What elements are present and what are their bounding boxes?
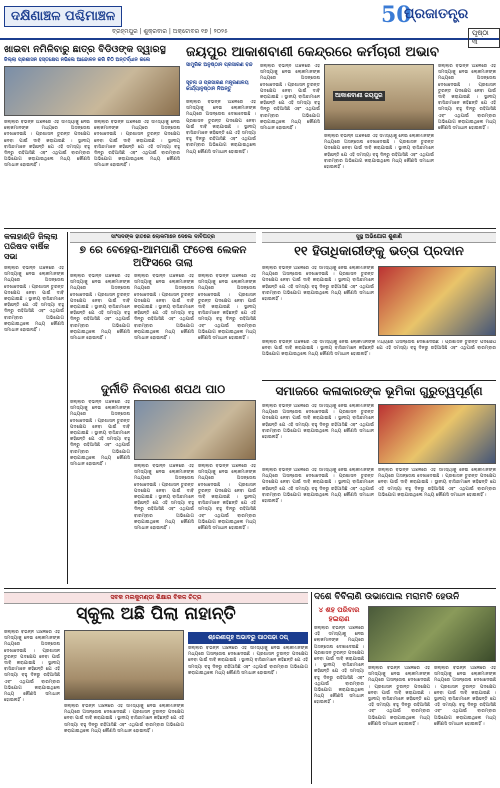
story2-body-col1: ଜିଲ୍ଲାର ବିଭିନ୍ନ ଅଞ୍ଚଳରେ ଏହି ସମସ୍ୟାକୁ ନେଇ ଲୋକମାନଙ୍କ ମଧ୍ୟରେ ଅସନ୍ତୋଷ ଦେଖାଦେଇଛି । ପ୍ରଶାସନ ତୁରନ୍ତ ପଦକ୍ଷେପ ନେବା ପାଇଁ ଦାବି କରାଯାଇଛି । ସ୍ଥାନୀୟ ବାସିନ୍ଦାମାନେ କହିଛନ୍ତି ଯେ ଏହି ସମସ୍ୟା ବହୁ ଦିନରୁ ରହିଆସିଛି ଏବଂ ଏଥିପାଇଁ ବାରମ୍ବାର ଅଭିଯୋଗ କରାଯାଇଥିଲେ ମଧ୍ୟ କୌଣସି ସମାଧାନ ହୋଇନାହିଁ । bbox=[186, 100, 256, 155]
story2-photo-caption: ଆକାଶବାଣୀ ଜୟପୁର bbox=[335, 92, 383, 99]
story2-photo bbox=[324, 64, 434, 130]
story2-body-col3: ଜିଲ୍ଲାର ବିଭିନ୍ନ ଅଞ୍ଚଳରେ ଏହି ସମସ୍ୟାକୁ ନେଇ ଲୋକମାନଙ୍କ ମଧ୍ୟରେ ଅସନ୍ତୋଷ ଦେଖାଦେଇଛି । ପ୍ରଶାସନ ତୁରନ୍ତ ପଦକ୍ଷେପ ନେବା ପାଇଁ ଦାବି କରାଯାଇଛି । ସ୍ଥାନୀୟ ବାସିନ୍ଦାମାନେ କହିଛନ୍ତି ଯେ ଏହି ସମସ୍ୟା ବହୁ ଦିନରୁ ରହିଆସିଛି ଏବଂ ଏଥିପାଇଁ ବାରମ୍ବାର ଅଭିଯୋଗ କରାଯାଇଥିଲେ ମଧ୍ୟ କୌଣସି ସମାଧାନ ହୋଇନାହିଁ । bbox=[324, 134, 434, 171]
story5-body-col2: ଜିଲ୍ଲାର ବିଭିନ୍ନ ଅଞ୍ଚଳରେ ଏହି ସମସ୍ୟାକୁ ନେଇ ଲୋକମାନଙ୍କ ମଧ୍ୟରେ ଅସନ୍ତୋଷ ଦେଖାଦେଇଛି । ପ୍ରଶାସନ ତୁରନ୍ତ ପଦକ୍ଷେପ ନେବା ପାଇଁ ଦାବି କରାଯାଇଛି । ସ୍ଥାନୀୟ ବାସିନ୍ଦାମାନେ କହିଛନ୍ତି ଯେ ଏହି ସମସ୍ୟା ବହୁ ଦିନରୁ ରହିଆସିଛି ଏବଂ ଏଥିପାଇଁ ବାରମ୍ବାର ଅଭିଯୋଗ କରାଯାଇଥିଲେ ମଧ୍ୟ କୌଣସି ସମାଧାନ ହୋଇନାହିଁ । bbox=[262, 340, 496, 358]
story8-headline: ସ୍କୁଲ ଅଛି ପିଲା ନାହାନ୍ତି bbox=[76, 604, 236, 624]
story1-headline: ଖାଇବା ନମିଳିବାରୁ ଛାତ୍ର ବିଡିଓଙ୍କ ଦ୍ୱାରସ୍ଥ bbox=[4, 44, 166, 55]
story6-body-col1: ଜିଲ୍ଲାର ବିଭିନ୍ନ ଅଞ୍ଚଳରେ ଏହି ସମସ୍ୟାକୁ ନେଇ ଲୋକମାନଙ୍କ ମଧ୍ୟରେ ଅସନ୍ତୋଷ ଦେଖାଦେଇଛି । ପ୍ରଶାସନ ତୁରନ୍ତ ପଦକ୍ଷେପ ନେବା ପାଇଁ ଦାବି କରାଯାଇଛି । ସ୍ଥାନୀୟ ବାସିନ୍ଦାମାନେ କହିଛନ୍ତି ଯେ ଏହି ସମସ୍ୟା ବହୁ ଦିନରୁ ରହିଆସିଛି ଏବଂ ଏଥିପାଇଁ ବାରମ୍ବାର ଅଭିଯୋଗ କରାଯାଇଥିଲେ ମଧ୍ୟ କୌଣସି ସମାଧାନ ହୋଇନାହିଁ । bbox=[70, 400, 130, 468]
divider bbox=[4, 588, 496, 589]
story6-photo bbox=[134, 400, 256, 460]
story1-body-col1: ଜିଲ୍ଲାର ବିଭିନ୍ନ ଅଞ୍ଚଳରେ ଏହି ସମସ୍ୟାକୁ ନେଇ ଲୋକମାନଙ୍କ ମଧ୍ୟରେ ଅସନ୍ତୋଷ ଦେଖାଦେଇଛି । ପ୍ରଶାସନ ତୁରନ୍ତ ପଦକ୍ଷେପ ନେବା ପାଇଁ ଦାବି କରାଯାଇଛି । ସ୍ଥାନୀୟ ବାସିନ୍ଦାମାନେ କହିଛନ୍ତି ଯେ ଏହି ସମସ୍ୟା ବହୁ ଦିନରୁ ରହିଆସିଛି ଏବଂ ଏଥିପାଇଁ ବାରମ୍ବାର ଅଭିଯୋଗ କରାଯାଇଥିଲେ ମଧ୍ୟ କୌଣସି ସମାଧାନ ହୋଇନାହିଁ । bbox=[4, 120, 90, 169]
story5-photo bbox=[378, 266, 496, 336]
date-line: ବ୍ରହ୍ମପୁର | ଶୁକ୍ରବାର | ଅକ୍ଟୋବର ୧୭ | ୨୦୨୫ bbox=[112, 28, 228, 35]
story8-body-col3: ଜିଲ୍ଲାର ବିଭିନ୍ନ ଅଞ୍ଚଳରେ ଏହି ସମସ୍ୟାକୁ ନେଇ ଲୋକମାନଙ୍କ ମଧ୍ୟରେ ଅସନ୍ତୋଷ ଦେଖାଦେଇଛି । ପ୍ରଶାସନ ତୁରନ୍ତ ପଦକ୍ଷେପ ନେବା ପାଇଁ ଦାବି କରାଯାଇଛି । ସ୍ଥାନୀୟ ବାସିନ୍ଦାମାନେ କହିଛନ୍ତି ଯେ ଏହି ସମସ୍ୟା ବହୁ ଦିନରୁ ରହିଆସିଛି ଏବଂ ଏଥିପାଇଁ ବାରମ୍ବାର ଅଭିଯୋଗ କରାଯାଇଥିଲେ ମଧ୍ୟ କୌଣସି ସମାଧାନ ହୋଇନାହିଁ । bbox=[188, 646, 308, 676]
divider bbox=[4, 228, 496, 229]
story4-kicker: ସାଂସଦଙ୍କ ହାତରେ ଲୋକମାନେ ଦେଲେ ଦାବିପତ୍ର bbox=[70, 232, 256, 243]
story2-body-col4: ଜିଲ୍ଲାର ବିଭିନ୍ନ ଅଞ୍ଚଳରେ ଏହି ସମସ୍ୟାକୁ ନେଇ ଲୋକମାନଙ୍କ ମଧ୍ୟରେ ଅସନ୍ତୋଷ ଦେଖାଦେଇଛି । ପ୍ରଶାସନ ତୁରନ୍ତ ପଦକ୍ଷେପ ନେବା ପାଇଁ ଦାବି କରାଯାଇଛି । ସ୍ଥାନୀୟ ବାସିନ୍ଦାମାନେ କହିଛନ୍ତି ଯେ ଏହି ସମସ୍ୟା ବହୁ ଦିନରୁ ରହିଆସିଛି ଏବଂ ଏଥିପାଇଁ ବାରମ୍ବାର ଅଭିଯୋଗ କରାଯାଇଥିଲେ ମଧ୍ୟ କୌଣସି ସମାଧାନ ହୋଇନାହିଁ । bbox=[438, 64, 496, 132]
story5-kicker: ସୁସ୍ଥ ଅଭିଯୋଗ ଶୁଣାଣି bbox=[262, 232, 496, 243]
story7-photo bbox=[378, 404, 496, 464]
story9-photo bbox=[368, 606, 496, 662]
story7-headline: ସମାଜରେ କଳାକାରଙ୍କ ଭୂମିକା ଗୁରୁତ୍ୱପୂର୍ଣ୍ଣ bbox=[275, 384, 483, 398]
story3-headline: କଳାହାଣ୍ଡି ଜିଲ୍ଲା ପରିଷଦ ବାର୍ଷିକ ସଭା bbox=[4, 232, 58, 261]
story2-sub1: ସାମ୍ପ୍ରିକ ଅନୁଷ୍ଠାନ ପ୍ରସାରଣ ବନ୍ଦ bbox=[186, 62, 253, 68]
story1-photo bbox=[4, 66, 180, 116]
section-tag: ଦକ୍ଷିଣାଞ୍ଚଳ ପଶ୍ଚିମାଞ୍ଚଳ bbox=[4, 6, 122, 27]
story2-sub2: ସୂଚନା ଓ ପ୍ରସାରଣ ମନ୍ତ୍ରଣାଳୟ କାର୍ଯ୍ୟାନୁଷ୍ଠାନ ନିଅନ୍ତୁ bbox=[186, 80, 249, 92]
story9-body-col2: ଜିଲ୍ଲାର ବିଭିନ୍ନ ଅଞ୍ଚଳରେ ଏହି ସମସ୍ୟାକୁ ନେଇ ଲୋକମାନଙ୍କ ମଧ୍ୟରେ ଅସନ୍ତୋଷ ଦେଖାଦେଇଛି । ପ୍ରଶାସନ ତୁରନ୍ତ ପଦକ୍ଷେପ ନେବା ପାଇଁ ଦାବି କରାଯାଇଛି । ସ୍ଥାନୀୟ ବାସିନ୍ଦାମାନେ କହିଛନ୍ତି ଯେ ଏହି ସମସ୍ୟା ବହୁ ଦିନରୁ ରହିଆସିଛି ଏବଂ ଏଥିପାଇଁ ବାରମ୍ବାର ଅଭିଯୋଗ କରାଯାଇଥିଲେ ମଧ୍ୟ କୌଣସି ସମାଧାନ ହୋଇନାହିଁ । bbox=[368, 666, 430, 727]
anniversary-badge: 50 bbox=[381, 2, 412, 28]
story8-body-col2: ଜିଲ୍ଲାର ବିଭିନ୍ନ ଅଞ୍ଚଳରେ ଏହି ସମସ୍ୟାକୁ ନେଇ ଲୋକମାନଙ୍କ ମଧ୍ୟରେ ଅସନ୍ତୋଷ ଦେଖାଦେଇଛି । ପ୍ରଶାସନ ତୁରନ୍ତ ପଦକ୍ଷେପ ନେବା ପାଇଁ ଦାବି କରାଯାଇଛି । ସ୍ଥାନୀୟ ବାସିନ୍ଦାମାନେ କହିଛନ୍ତି ଯେ ଏହି ସମସ୍ୟା ବହୁ ଦିନରୁ ରହିଆସିଛି ଏବଂ ଏଥିପାଇଁ ବାରମ୍ବାର ଅଭିଯୋଗ କରାଯାଇଥିଲେ ମଧ୍ୟ କୌଣସି ସମାଧାନ ହୋଇନାହିଁ । bbox=[64, 704, 184, 734]
story8-photo bbox=[64, 630, 184, 700]
story1-subheadline: ଜିଲ୍ଲା ପ୍ରଶାସନ ହସ୍ତକ୍ଷେପ ନଭିଲେ ଆନ୍ଦୋଳନ କରି ଚିଠି ଅନ୍ତର୍ଦ୍ଧାନ କଲେ bbox=[4, 57, 151, 63]
story6-headline: ଦୁର୍ନୀତି ନିବାରଣ ଶପଥ ପାଠ bbox=[100, 382, 226, 396]
story1-body-col2: ଜିଲ୍ଲାର ବିଭିନ୍ନ ଅଞ୍ଚଳରେ ଏହି ସମସ୍ୟାକୁ ନେଇ ଲୋକମାନଙ୍କ ମଧ୍ୟରେ ଅସନ୍ତୋଷ ଦେଖାଦେଇଛି । ପ୍ରଶାସନ ତୁରନ୍ତ ପଦକ୍ଷେପ ନେବା ପାଇଁ ଦାବି କରାଯାଇଛି । ସ୍ଥାନୀୟ ବାସିନ୍ଦାମାନେ କହିଛନ୍ତି ଯେ ଏହି ସମସ୍ୟା ବହୁ ଦିନରୁ ରହିଆସିଛି ଏବଂ ଏଥିପାଇଁ ବାରମ୍ବାର ଅଭିଯୋଗ କରାଯାଇଥିଲେ ମଧ୍ୟ କୌଣସି ସମାଧାନ ହୋଇନାହିଁ । bbox=[94, 120, 180, 169]
story6-body-col2: ଜିଲ୍ଲାର ବିଭିନ୍ନ ଅଞ୍ଚଳରେ ଏହି ସମସ୍ୟାକୁ ନେଇ ଲୋକମାନଙ୍କ ମଧ୍ୟରେ ଅସନ୍ତୋଷ ଦେଖାଦେଇଛି । ପ୍ରଶାସନ ତୁରନ୍ତ ପଦକ୍ଷେପ ନେବା ପାଇଁ ଦାବି କରାଯାଇଛି । ସ୍ଥାନୀୟ ବାସିନ୍ଦାମାନେ କହିଛନ୍ତି ଯେ ଏହି ସମସ୍ୟା ବହୁ ଦିନରୁ ରହିଆସିଛି ଏବଂ ଏଥିପାଇଁ ବାରମ୍ବାର ଅଭିଯୋଗ କରାଯାଇଥିଲେ ମଧ୍ୟ କୌଣସି ସମାଧାନ ହୋଇନାହିଁ । bbox=[134, 464, 194, 532]
paper-name: ପ୍ରଜାତନ୍ତ୍ର bbox=[404, 6, 469, 22]
story3-body: ଜିଲ୍ଲାର ବିଭିନ୍ନ ଅଞ୍ଚଳରେ ଏହି ସମସ୍ୟାକୁ ନେଇ ଲୋକମାନଙ୍କ ମଧ୍ୟରେ ଅସନ୍ତୋଷ ଦେଖାଦେଇଛି । ପ୍ରଶାସନ ତୁରନ୍ତ ପଦକ୍ଷେପ ନେବା ପାଇଁ ଦାବି କରାଯାଇଛି । ସ୍ଥାନୀୟ ବାସିନ୍ଦାମାନେ କହିଛନ୍ତି ଯେ ଏହି ସମସ୍ୟା ବହୁ ଦିନରୁ ରହିଆସିଛି ଏବଂ ଏଥିପାଇଁ ବାରମ୍ବାର ଅଭିଯୋଗ କରାଯାଇଥିଲେ ମଧ୍ୟ କୌଣସି ସମାଧାନ ହୋଇନାହିଁ । bbox=[4, 266, 64, 334]
story2-headline: ଜୟପୁର ଆକାଶବାଣୀ କେନ୍ଦ୍ରରେ କର୍ମଚାରୀ ଅଭାବ bbox=[186, 44, 439, 60]
story5-body-col1: ଜିଲ୍ଲାର ବିଭିନ୍ନ ଅଞ୍ଚଳରେ ଏହି ସମସ୍ୟାକୁ ନେଇ ଲୋକମାନଙ୍କ ମଧ୍ୟରେ ଅସନ୍ତୋଷ ଦେଖାଦେଇଛି । ପ୍ରଶାସନ ତୁରନ୍ତ ପଦକ୍ଷେପ ନେବା ପାଇଁ ଦାବି କରାଯାଇଛି । ସ୍ଥାନୀୟ ବାସିନ୍ଦାମାନେ କହିଛନ୍ତି ଯେ ଏହି ସମସ୍ୟା ବହୁ ଦିନରୁ ରହିଆସିଛି ଏବଂ ଏଥିପାଇଁ ବାରମ୍ବାର ଅଭିଯୋଗ କରାଯାଇଥିଲେ ମଧ୍ୟ କୌଣସି ସମାଧାନ ହୋଇନାହିଁ । bbox=[262, 266, 374, 303]
story4-headline: ୭ ରେ ବେହେରା-ଆମପାଣି ଫତେଷ ଲେକନ ଅଫିସରେ ତାଲା bbox=[79, 244, 247, 269]
story5-headline: ୧୧ ହିତାଧିକାରୀଙ୍କୁ ଭତ୍ତା ପ୍ରଦାନ bbox=[294, 244, 464, 259]
story7-body-col3: ଜିଲ୍ଲାର ବିଭିନ୍ନ ଅଞ୍ଚଳରେ ଏହି ସମସ୍ୟାକୁ ନେଇ ଲୋକମାନଙ୍କ ମଧ୍ୟରେ ଅସନ୍ତୋଷ ଦେଖାଦେଇଛି । ପ୍ରଶାସନ ତୁରନ୍ତ ପଦକ୍ଷେପ ନେବା ପାଇଁ ଦାବି କରାଯାଇଛି । ସ୍ଥାନୀୟ ବାସିନ୍ଦାମାନେ କହିଛନ୍ତି ଯେ ଏହି ସମସ୍ୟା ବହୁ ଦିନରୁ ରହିଆସିଛି ଏବଂ ଏଥିପାଇଁ ବାରମ୍ବାର ଅଭିଯୋଗ କରାଯାଇଥିଲେ ମଧ୍ୟ କୌଣସି ସମାଧାନ ହୋଇନାହିଁ । bbox=[378, 468, 496, 498]
story9-body-col1: ଜିଲ୍ଲାର ବିଭିନ୍ନ ଅଞ୍ଚଳରେ ଏହି ସମସ୍ୟାକୁ ନେଇ ଲୋକମାନଙ୍କ ମଧ୍ୟରେ ଅସନ୍ତୋଷ ଦେଖାଦେଇଛି । ପ୍ରଶାସନ ତୁରନ୍ତ ପଦକ୍ଷେପ ନେବା ପାଇଁ ଦାବି କରାଯାଇଛି । ସ୍ଥାନୀୟ ବାସିନ୍ଦାମାନେ କହିଛନ୍ତି ଯେ ଏହି ସମସ୍ୟା ବହୁ ଦିନରୁ ରହିଆସିଛି ଏବଂ ଏଥିପାଇଁ ବାରମ୍ବାର ଅଭିଯୋଗ କରାଯାଇଥିଲେ ମଧ୍ୟ କୌଣସି ସମାଧାନ ହୋଇନାହିଁ । bbox=[314, 626, 364, 706]
divider bbox=[311, 592, 312, 784]
page-masthead bbox=[0, 0, 500, 46]
story9-subheadline: ୪ ଶହ ପରିବାର ହଇରାଣ bbox=[318, 606, 360, 623]
story7-body-col1: ଜିଲ୍ଲାର ବିଭିନ୍ନ ଅଞ୍ଚଳରେ ଏହି ସମସ୍ୟାକୁ ନେଇ ଲୋକମାନଙ୍କ ମଧ୍ୟରେ ଅସନ୍ତୋଷ ଦେଖାଦେଇଛି । ପ୍ରଶାସନ ତୁରନ୍ତ ପଦକ୍ଷେପ ନେବା ପାଇଁ ଦାବି କରାଯାଇଛି । ସ୍ଥାନୀୟ ବାସିନ୍ଦାମାନେ କହିଛନ୍ତି ଯେ ଏହି ସମସ୍ୟା ବହୁ ଦିନରୁ ରହିଆସିଛି ଏବଂ ଏଥିପାଇଁ ବାରମ୍ବାର ଅଭିଯୋଗ କରାଯାଇଥିଲେ ମଧ୍ୟ କୌଣସି ସମାଧାନ ହୋଇନାହିଁ । bbox=[262, 404, 374, 441]
story4-body-col1: ଜିଲ୍ଲାର ବିଭିନ୍ନ ଅଞ୍ଚଳରେ ଏହି ସମସ୍ୟାକୁ ନେଇ ଲୋକମାନଙ୍କ ମଧ୍ୟରେ ଅସନ୍ତୋଷ ଦେଖାଦେଇଛି । ପ୍ରଶାସନ ତୁରନ୍ତ ପଦକ୍ଷେପ ନେବା ପାଇଁ ଦାବି କରାଯାଇଛି । ସ୍ଥାନୀୟ ବାସିନ୍ଦାମାନେ କହିଛନ୍ତି ଯେ ଏହି ସମସ୍ୟା ବହୁ ଦିନରୁ ରହିଆସିଛି ଏବଂ ଏଥିପାଇଁ ବାରମ୍ବାର ଅଭିଯୋଗ କରାଯାଇଥିଲେ ମଧ୍ୟ କୌଣସି ସମାଧାନ ହୋଇନାହିଁ । bbox=[70, 274, 130, 342]
story8-body-col1: ଜିଲ୍ଲାର ବିଭିନ୍ନ ଅଞ୍ଚଳରେ ଏହି ସମସ୍ୟାକୁ ନେଇ ଲୋକମାନଙ୍କ ମଧ୍ୟରେ ଅସନ୍ତୋଷ ଦେଖାଦେଇଛି । ପ୍ରଶାସନ ତୁରନ୍ତ ପଦକ୍ଷେପ ନେବା ପାଇଁ ଦାବି କରାଯାଇଛି । ସ୍ଥାନୀୟ ବାସିନ୍ଦାମାନେ କହିଛନ୍ତି ଯେ ଏହି ସମସ୍ୟା ବହୁ ଦିନରୁ ରହିଆସିଛି ଏବଂ ଏଥିପାଇଁ ବାରମ୍ବାର ଅଭିଯୋଗ କରାଯାଇଥିଲେ ମଧ୍ୟ କୌଣସି ସମାଧାନ ହୋଇନାହିଁ । bbox=[4, 630, 60, 704]
story7-body-col2: ଜିଲ୍ଲାର ବିଭିନ୍ନ ଅଞ୍ଚଳରେ ଏହି ସମସ୍ୟାକୁ ନେଇ ଲୋକମାନଙ୍କ ମଧ୍ୟରେ ଅସନ୍ତୋଷ ଦେଖାଦେଇଛି । ପ୍ରଶାସନ ତୁରନ୍ତ ପଦକ୍ଷେପ ନେବା ପାଇଁ ଦାବି କରାଯାଇଛି । ସ୍ଥାନୀୟ ବାସିନ୍ଦାମାନେ କହିଛନ୍ତି ଯେ ଏହି ସମସ୍ୟା ବହୁ ଦିନରୁ ରହିଆସିଛି ଏବଂ ଏଥିପାଇଁ ବାରମ୍ବାର ଅଭିଯୋଗ କରାଯାଇଥିଲେ ମଧ୍ୟ କୌଣସି ସମାଧାନ ହୋଇନାହିଁ । bbox=[262, 468, 374, 505]
story9-body-col3: ଜିଲ୍ଲାର ବିଭିନ୍ନ ଅଞ୍ଚଳରେ ଏହି ସମସ୍ୟାକୁ ନେଇ ଲୋକମାନଙ୍କ ମଧ୍ୟରେ ଅସନ୍ତୋଷ ଦେଖାଦେଇଛି । ପ୍ରଶାସନ ତୁରନ୍ତ ପଦକ୍ଷେପ ନେବା ପାଇଁ ଦାବି କରାଯାଇଛି । ସ୍ଥାନୀୟ ବାସିନ୍ଦାମାନେ କହିଛନ୍ତି ଯେ ଏହି ସମସ୍ୟା ବହୁ ଦିନରୁ ରହିଆସିଛି ଏବଂ ଏଥିପାଇଁ ବାରମ୍ବାର ଅଭିଯୋଗ କରାଯାଇଥିଲେ ମଧ୍ୟ କୌଣସି ସମାଧାନ ହୋଇନାହିଁ । bbox=[434, 666, 496, 727]
page-number: ପୃଷ୍ଠା ୩ bbox=[468, 28, 500, 48]
story9-headline: ଦଶେ ବିବିଲାଣି ଉଭାପୋଲ ମରାମତି ହେଉନି bbox=[314, 592, 460, 602]
story8-subheadline: ଶ୍ରେଣୀଗୃହ ଅଭାବରୁ ପାଠପଢା ଠପ୍ bbox=[188, 632, 308, 644]
story8-kicker: ସବକ ମଲକୁମଣ୍ଡା ଶିକ୍ଷାର ବିକଳ ଚିତ୍ର bbox=[4, 592, 308, 604]
story6-body-col3: ଜିଲ୍ଲାର ବିଭିନ୍ନ ଅଞ୍ଚଳରେ ଏହି ସମସ୍ୟାକୁ ନେଇ ଲୋକମାନଙ୍କ ମଧ୍ୟରେ ଅସନ୍ତୋଷ ଦେଖାଦେଇଛି । ପ୍ରଶାସନ ତୁରନ୍ତ ପଦକ୍ଷେପ ନେବା ପାଇଁ ଦାବି କରାଯାଇଛି । ସ୍ଥାନୀୟ ବାସିନ୍ଦାମାନେ କହିଛନ୍ତି ଯେ ଏହି ସମସ୍ୟା ବହୁ ଦିନରୁ ରହିଆସିଛି ଏବଂ ଏଥିପାଇଁ ବାରମ୍ବାର ଅଭିଯୋଗ କରାଯାଇଥିଲେ ମଧ୍ୟ କୌଣସି ସମାଧାନ ହୋଇନାହିଁ । bbox=[198, 464, 256, 532]
divider bbox=[262, 380, 496, 381]
divider bbox=[67, 232, 68, 584]
story4-body-col3: ଜିଲ୍ଲାର ବିଭିନ୍ନ ଅଞ୍ଚଳରେ ଏହି ସମସ୍ୟାକୁ ନେଇ ଲୋକମାନଙ୍କ ମଧ୍ୟରେ ଅସନ୍ତୋଷ ଦେଖାଦେଇଛି । ପ୍ରଶାସନ ତୁରନ୍ତ ପଦକ୍ଷେପ ନେବା ପାଇଁ ଦାବି କରାଯାଇଛି । ସ୍ଥାନୀୟ ବାସିନ୍ଦାମାନେ କହିଛନ୍ତି ଯେ ଏହି ସମସ୍ୟା ବହୁ ଦିନରୁ ରହିଆସିଛି ଏବଂ ଏଥିପାଇଁ ବାରମ୍ବାର ଅଭିଯୋଗ କରାଯାଇଥିଲେ ମଧ୍ୟ କୌଣସି ସମାଧାନ ହୋଇନାହିଁ । bbox=[198, 274, 256, 342]
story2-body-col2: ଜିଲ୍ଲାର ବିଭିନ୍ନ ଅଞ୍ଚଳରେ ଏହି ସମସ୍ୟାକୁ ନେଇ ଲୋକମାନଙ୍କ ମଧ୍ୟରେ ଅସନ୍ତୋଷ ଦେଖାଦେଇଛି । ପ୍ରଶାସନ ତୁରନ୍ତ ପଦକ୍ଷେପ ନେବା ପାଇଁ ଦାବି କରାଯାଇଛି । ସ୍ଥାନୀୟ ବାସିନ୍ଦାମାନେ କହିଛନ୍ତି ଯେ ଏହି ସମସ୍ୟା ବହୁ ଦିନରୁ ରହିଆସିଛି ଏବଂ ଏଥିପାଇଁ ବାରମ୍ବାର ଅଭିଯୋଗ କରାଯାଇଥିଲେ ମଧ୍ୟ କୌଣସି ସମାଧାନ ହୋଇନାହିଁ । bbox=[260, 64, 320, 132]
story4-body-col2: ଜିଲ୍ଲାର ବିଭିନ୍ନ ଅଞ୍ଚଳରେ ଏହି ସମସ୍ୟାକୁ ନେଇ ଲୋକମାନଙ୍କ ମଧ୍ୟରେ ଅସନ୍ତୋଷ ଦେଖାଦେଇଛି । ପ୍ରଶାସନ ତୁରନ୍ତ ପଦକ୍ଷେପ ନେବା ପାଇଁ ଦାବି କରାଯାଇଛି । ସ୍ଥାନୀୟ ବାସିନ୍ଦାମାନେ କହିଛନ୍ତି ଯେ ଏହି ସମସ୍ୟା ବହୁ ଦିନରୁ ରହିଆସିଛି ଏବଂ ଏଥିପାଇଁ ବାରମ୍ବାର ଅଭିଯୋଗ କରାଯାଇଥିଲେ ମଧ୍ୟ କୌଣସି ସମାଧାନ ହୋଇନାହିଁ । bbox=[134, 274, 194, 342]
